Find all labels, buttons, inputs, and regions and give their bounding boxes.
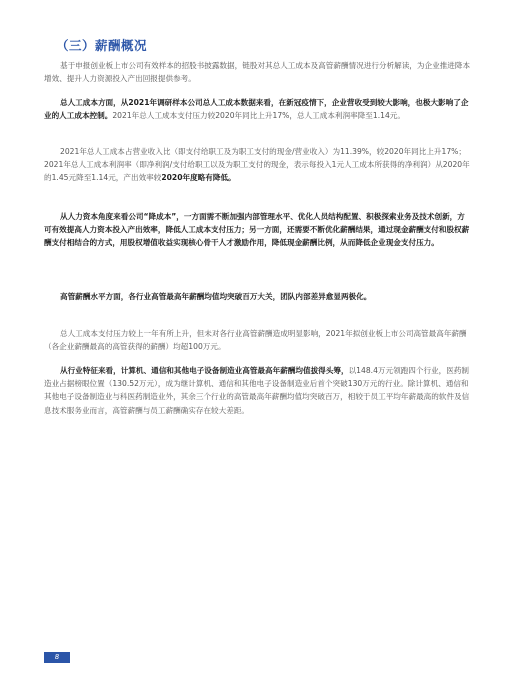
paragraph-total-labor-cost bbox=[44, 96, 472, 122]
paragraph-bold-tail: 2020年度略有降低。 bbox=[161, 173, 236, 183]
paragraph-body: 以148.4万元领跑四个行业，医药制造业占据榜眼位置（130.52万元），成为继计算机、通信和其他电子设备制造业后首个突破130万元的行业。除计算机、通信和其他电子设备制造业与科医药制造业外，其余三个行业的高管最高年薪酬均值均突破百万，相较于员工平均年薪最高的软件及信息技术服务业而言，高管薪酬与员工薪酬确实存在较大差距。 bbox=[44, 366, 470, 415]
paragraph-cost-ratio bbox=[44, 145, 472, 185]
paragraph-bold-lead: 从行业特征来看，计算机、通信和其他电子设备制造业高管最高年薪酬均值拔得头筹， bbox=[60, 366, 349, 375]
paragraph-bold-lead: 高管薪酬水平方面，各行业高管最高年薪酬均值均突破百万大关，团队内部差异愈显两极化。 bbox=[60, 292, 372, 301]
paragraph-bold-lead: 总人工成本方面，从2021年调研样本公司总人工成本数据来看，在新冠疫情下，企业营收受到较大影响，也极大影响了企业的人工成本控制。 bbox=[44, 98, 469, 121]
paragraph-industry bbox=[44, 364, 472, 417]
paragraph-executive-pay bbox=[44, 290, 472, 303]
paragraph-intro: 基于申报创业板上市公司有效样本的招股书披露数据，链股对其总人工成本及高管薪酬情况进行分析解读，为企业推进降本增效、提升人力资源投入产出回报提供参考。 bbox=[44, 61, 471, 84]
paragraph-body: 2021年总人工成本支付压力较2020年同比上升17%，总人工成本利润率降至1.14元。 bbox=[112, 111, 405, 121]
paragraph-bold-lead: 从人力资本角度来看公司“降成本”，一方面需不断加强内部管理水平、优化人员结构配置、积极探索业务及技术创新，方可有效提高人力资本投入产出效率，降低人工成本支付压力；另一方面，还需要不断优化薪酬结果，通过现金薪酬支付和股权薪酬支付相结合的方式，用股权增值收益实现核心骨干人才激励作用，降低现金薪酬比例，从而降低企业现金支付压力。 bbox=[44, 212, 470, 248]
paragraph-cost-pressure: 总人工成本支付压力较上一年有所上升，但未对各行业高管薪酬造成明显影响，2021年拟创业板上市公司高管最高年薪酬（各企业薪酬最高的高管获得的薪酬）均超100万元。 bbox=[44, 329, 467, 352]
page-number-badge: 8 bbox=[44, 652, 70, 663]
paragraph-human-capital bbox=[44, 210, 472, 250]
section-title: （三）薪酬概况 bbox=[56, 38, 148, 53]
paragraph-body: 2021年总人工成本占营业收入比（即支付给职工及为职工支付的现金/营业收入）为11.39%，较2020年同比上升17%；2021年总人工成本利润率（即净利润/支付给职工以及为职工支付的现金，表示每投入1元人工成本所获得的净利润）从2020年的1.45元降至1.14元，产出效率较 bbox=[44, 147, 470, 183]
